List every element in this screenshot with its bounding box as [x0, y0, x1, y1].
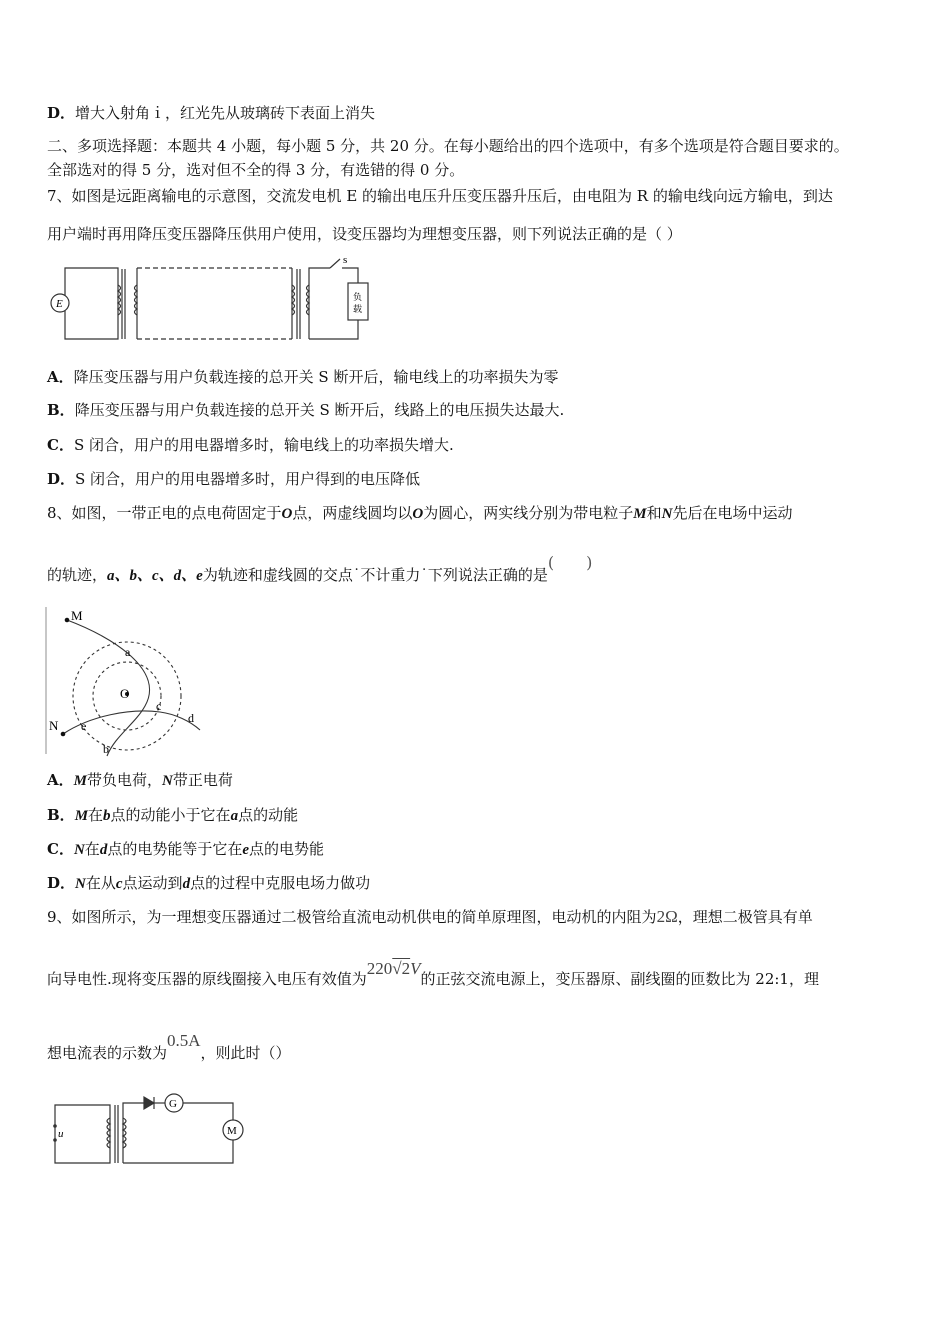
math-voltage: [367, 959, 421, 978]
option-text: 带正电荷: [172, 771, 233, 789]
var: b: [103, 808, 111, 824]
q8-field-diagram: [45, 606, 215, 756]
var: e: [242, 842, 249, 858]
diode-icon: [144, 1097, 154, 1109]
switch-label: s: [343, 254, 348, 266]
q7-transmission-diagram: [45, 255, 375, 345]
motor-label: M: [227, 1125, 237, 1137]
q9-stem-line1: [47, 907, 813, 927]
math-resistance: 2Ω: [656, 907, 678, 926]
option-text: 降压变压器与用户负载连接的总开关 S 断开后，输电线上的功率损失为零: [73, 368, 559, 386]
q7-option-c: [47, 435, 454, 455]
stem-text: 8、如图，一带正电的点电荷固定于: [47, 504, 282, 522]
option-letter: D．: [47, 874, 76, 892]
label-a: a: [125, 645, 131, 659]
stem-text: 的正弦交流电源上，变压器原、副线圈的匝数比为 22:1，理: [420, 970, 819, 988]
stem-text: 为圆心，两实线分别为带电粒子: [423, 504, 634, 522]
label-O: O: [120, 686, 130, 701]
stem-text: 点，两虚线圆均以: [292, 504, 413, 522]
var: N: [75, 876, 86, 892]
label-N: N: [49, 718, 59, 733]
option-letter: B．: [47, 401, 75, 419]
q8-option-d: [47, 873, 370, 894]
label-e: e: [81, 719, 87, 733]
var-N: N: [661, 506, 673, 522]
q7-stem-line1: 7、如图是远距离输电的示意图，交流发电机 E 的输出电压升压变压器升压后，由电阻为 R 的输电线向远方输电，到达: [47, 187, 833, 205]
q9-stem-line3: [47, 1031, 291, 1063]
q7-option-a: [47, 367, 558, 387]
option-letter: A．: [47, 368, 74, 386]
math-num: 220: [366, 959, 393, 978]
var: N: [73, 842, 85, 858]
q9-stem-line2: [47, 959, 819, 989]
q9-circuit-diagram: [48, 1093, 248, 1168]
meter-label: G: [169, 1098, 177, 1110]
stem-text: 先后在电场中运动: [672, 504, 793, 522]
stem-text: 和: [646, 504, 662, 522]
option-text: 增大入射角ｉ，红光先从玻璃砖下表面上消失: [75, 104, 376, 122]
stem-text: 想电流表的示数为: [47, 1044, 168, 1062]
stem-text: 为轨迹和虚线圆的交点˙不计重力˙下列说法正确的是: [202, 566, 548, 584]
stem-text: 的轨迹，: [47, 566, 108, 584]
label-d: d: [188, 711, 194, 725]
switch-blade: [330, 259, 340, 268]
option-letter: D．: [47, 470, 76, 488]
q8-option-a: [47, 770, 233, 791]
trajectory-M: [67, 620, 150, 756]
source-label: u: [58, 1128, 64, 1140]
option-text: S 闭合，用户的用电器增多时，用户得到的电压降低: [75, 470, 421, 488]
q8-option-b: [47, 805, 298, 826]
var-M: M: [633, 506, 647, 522]
option-text: 点的动能小于它在: [110, 806, 231, 824]
math-current: 0.5A: [167, 1031, 201, 1050]
q7-option-b: [47, 400, 564, 420]
var: M: [73, 773, 87, 789]
q8-option-c: [47, 839, 324, 860]
var: M: [74, 808, 89, 824]
math-sqrt: √2: [392, 959, 411, 978]
option-text: 点的电势能: [249, 840, 325, 858]
option-text: 降压变压器与用户负载连接的总开关 S 断开后，线路上的电压损失达最大.: [74, 401, 565, 419]
stem-text: 向导电性.现将变压器的原线圈接入电压有效值为: [47, 970, 367, 988]
label-b: b: [103, 742, 109, 756]
load-label-2: 载: [353, 304, 363, 314]
var-O: O: [281, 506, 293, 522]
option-text: 在: [88, 806, 104, 824]
option-text: 在: [84, 840, 100, 858]
q8-stem-line1: [47, 503, 792, 524]
option-letter: C．: [47, 436, 74, 454]
load-label-1: 负: [353, 292, 363, 302]
q7-stem-line2: 用户端时再用降压变压器降压供用户使用，设变压器均为理想变压器，则下列说法正确的是（ ）: [47, 225, 682, 243]
option-text: 点的动能: [238, 806, 299, 824]
option-text: S 闭合，用户的用电器增多时，输电线上的功率损失增大.: [73, 436, 454, 454]
option-letter: C．: [47, 840, 74, 858]
var: N: [162, 773, 173, 789]
label-M: M: [71, 608, 83, 623]
q7-option-d: [47, 469, 420, 489]
option-letter: D．: [47, 104, 76, 122]
stem-text: 9、如图所示，为一理想变压器通过二极管给直流电动机供电的简单原理图，电动机的内阻为: [47, 908, 657, 926]
var-O: O: [412, 506, 424, 522]
var: d: [182, 876, 191, 892]
option-text: 带负电荷，: [86, 771, 162, 789]
label-c: c: [156, 699, 162, 713]
stem-text: ，则此时（）: [200, 1044, 291, 1062]
math-unit: V: [410, 959, 421, 978]
generator-label: E: [56, 298, 63, 310]
option-text: 在从: [85, 874, 116, 892]
stem-text: ，理想二极管具有单: [677, 908, 813, 926]
option-text: 点的电势能等于它在: [107, 840, 243, 858]
q8-stem-line2: [47, 553, 593, 586]
option-letter: B．: [47, 806, 75, 824]
point-vars: a、b、c、d、e: [107, 568, 203, 584]
var: a: [230, 808, 239, 824]
section2-line1: 二、多项选择题：本题共 4 小题，每小题 5 分，共 20 分。在每小题给出的四个选项中，有多个选项是符合题目要求的。: [47, 137, 849, 155]
q6-option-d: [47, 103, 375, 123]
option-letter: A．: [47, 771, 74, 789]
var: d: [99, 842, 108, 858]
answer-paren: ( ): [547, 553, 593, 572]
option-text: 点的过程中克服电场力做功: [190, 874, 371, 892]
section2-line2: 全部选对的得 5 分，选对但不全的得 3 分，有选错的得 0 分。: [47, 161, 465, 179]
option-text: 点运动到: [122, 874, 183, 892]
var: c: [115, 876, 123, 892]
